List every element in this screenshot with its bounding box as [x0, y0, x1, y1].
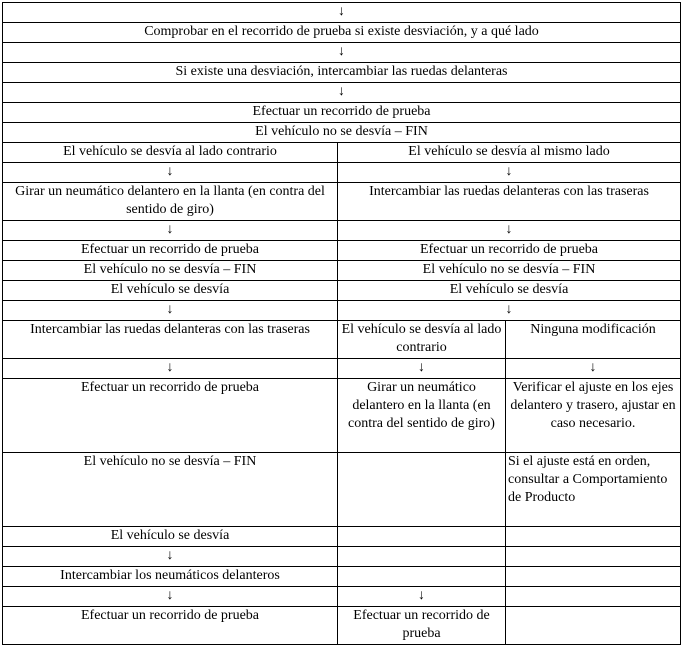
empty-cell [338, 567, 506, 587]
flow-arrow: ↓ [338, 359, 506, 379]
flow-arrow: ↓ [3, 587, 338, 607]
flow-arrow: ↓ [3, 83, 681, 103]
empty-cell [338, 547, 506, 567]
step-test-drive-2a: Efectuar un recorrido de prueba [3, 241, 338, 261]
step-test-drive-1: Efectuar un recorrido de prueba [3, 103, 681, 123]
flow-arrow: ↓ [3, 221, 338, 241]
empty-cell [338, 527, 506, 547]
step-test-drive-4a: Efectuar un recorrido de prueba [3, 607, 338, 645]
flow-arrow: ↓ [3, 163, 338, 183]
step-rotate-tire: Girar un neumático delantero en la llanta (en contra del sentido de giro) [3, 183, 338, 221]
step-swap-front-wheels: Si existe una desviación, intercambiar las ruedas delanteras [3, 63, 681, 83]
step-swap-front-rear-2: Intercambiar las ruedas delanteras con las traseras [3, 321, 338, 359]
flow-arrow: ↓ [3, 43, 681, 63]
empty-cell [506, 587, 681, 607]
step-rotate-tire-2: Girar un neumático delantero en la llanta (en contra del sentido de giro) [338, 379, 506, 453]
result-no-deviation-fin-2b: El vehículo no se desvía – FIN [338, 261, 681, 281]
step-check-alignment: Verificar el ajuste en los ejes delantero y trasero, ajustar en caso necesario. [506, 379, 681, 453]
result-deviates-3: El vehículo se desvía [3, 527, 338, 547]
step-swap-front-rear: Intercambiar las ruedas delanteras con las traseras [338, 183, 681, 221]
flow-arrow: ↓ [338, 587, 506, 607]
flow-arrow: ↓ [3, 301, 338, 321]
step-swap-front-tires: Intercambiar los neumáticos delanteros [3, 567, 338, 587]
empty-cell [338, 453, 506, 527]
flow-arrow: ↓ [3, 359, 338, 379]
step-alignment-ok: Si el ajuste está en orden, consultar a Comportamiento de Producto [506, 453, 681, 527]
empty-cell [506, 567, 681, 587]
result-no-deviation-fin-2a: El vehículo no se desvía – FIN [3, 261, 338, 281]
branch-opposite-side: El vehículo se desvía al lado contrario [3, 143, 338, 163]
flow-arrow: ↓ [3, 547, 338, 567]
result-no-deviation-fin-3: El vehículo no se desvía – FIN [3, 453, 338, 527]
result-no-deviation-fin-1: El vehículo no se desvía – FIN [3, 123, 681, 143]
step-test-drive-3: Efectuar un recorrido de prueba [3, 379, 338, 453]
branch-same-side: El vehículo se desvía al mismo lado [338, 143, 681, 163]
step-test-drive-2b: Efectuar un recorrido de prueba [338, 241, 681, 261]
flow-arrow: ↓ [506, 359, 681, 379]
flow-arrow: ↓ [338, 221, 681, 241]
flow-arrow: ↓ [338, 301, 681, 321]
diagnostic-flow-table [2, 2, 681, 645]
flow-arrow: ↓ [338, 163, 681, 183]
branch-deviates-opposite: El vehículo se desvía al lado contrario [338, 321, 506, 359]
empty-cell [506, 547, 681, 567]
empty-cell [506, 527, 681, 547]
branch-no-change: Ninguna modificación [506, 321, 681, 359]
step-test-drive-4b: Efectuar un recorrido de prueba [338, 607, 506, 645]
empty-cell [506, 607, 681, 645]
result-deviates-2b: El vehículo se desvía [338, 281, 681, 301]
flow-arrow: ↓ [3, 3, 681, 23]
result-deviates-2a: El vehículo se desvía [3, 281, 338, 301]
step-check-deviation: Comprobar en el recorrido de prueba si existe desviación, y a qué lado [3, 23, 681, 43]
